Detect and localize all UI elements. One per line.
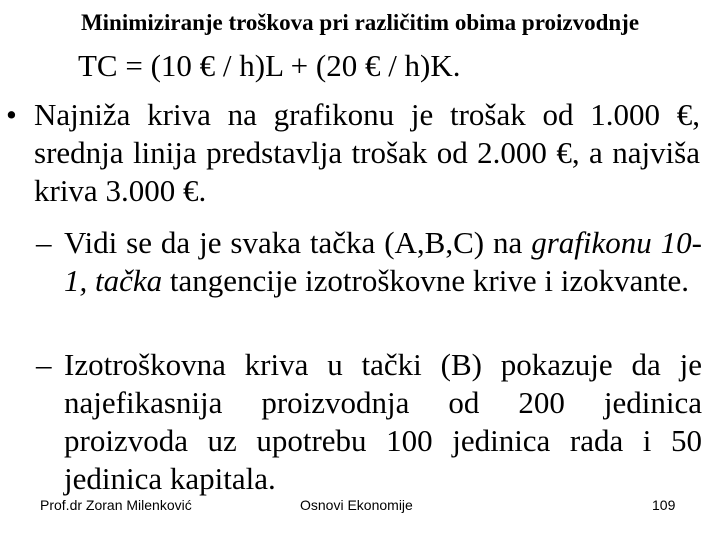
sub-bullet-tangency [36, 224, 702, 300]
bullet-cost-curves [6, 96, 700, 210]
slide-title: Minimiziranje troškova pri različitim obima proizvodnje [80, 10, 640, 35]
footer-author: Prof.dr Zoran Milenković [40, 497, 192, 513]
bullet-marker: • [6, 97, 17, 132]
bullet-text: Najniža kriva na grafikonu je trošak od 1.000 €, srednja linija predstavlja trošak od 2.000 €, a najviša kriva 3.000 €. [34, 97, 700, 208]
sub-bullet-text [64, 224, 702, 300]
footer-course: Osnovi Ekonomije [300, 497, 413, 513]
sub-bullet-text: Izotroškovna kriva u tački (B) pokazuje da je najefikasnija proizvodnja od 200 jedinica proizvoda uz upotrebu 100 jedinica rada i 50 jedinica kapitala. [64, 347, 702, 496]
sub-bullet-marker: – [36, 225, 52, 260]
cost-formula: TC = (10 € / h)L + (20 € / h)K. [78, 48, 461, 83]
footer-page-number: 109 [652, 497, 676, 513]
sub-bullet-text-italic: grafikonu 10-1, tačka [64, 225, 702, 298]
sub-bullet-text-start: Vidi se da je svaka tačka (A,B,C) na [64, 225, 532, 260]
sub-bullet-text-end: tangencije izotroškovne krive i izokvante. [162, 263, 689, 298]
sub-bullet-marker: – [36, 347, 52, 382]
sub-bullet-efficiency [36, 346, 702, 498]
